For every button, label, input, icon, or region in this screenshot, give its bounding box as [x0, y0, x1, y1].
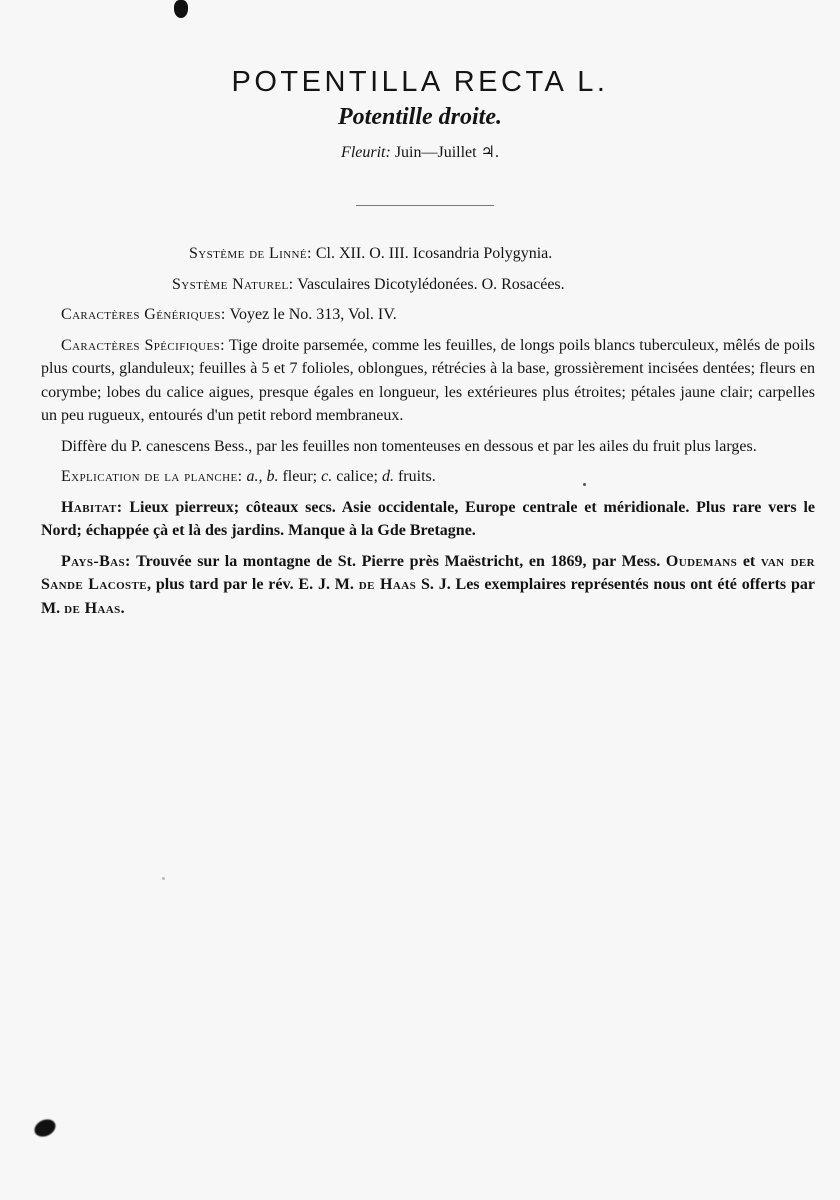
section-specifiques [41, 334, 815, 428]
person-name: Oudemans [665, 552, 738, 570]
section-differe [41, 435, 815, 459]
section-text: Tige droite parsemée, comme les feuilles, de longs poils blancs tuberculeux, mêlés de poils plus courts, glanduleux; feuilles à 5 et 7 folioles, oblongues, rétrécies à la base, grossièrement incisées dentées; fleurs en corymbe; lobes du calice aigues, presque égales en longueur, les extérieures plus étroites; pétales jaune clair; carpelles un peu rugueux, entourés d'un petit rebord membraneux. [41, 336, 815, 424]
section-label: Caractères Génériques: [61, 306, 226, 323]
plate-key-b-text: fleur; [282, 468, 318, 485]
plate-key-d-text: fruits. [397, 468, 436, 485]
section-paysbas [41, 550, 815, 621]
section-naturel [41, 273, 815, 297]
section-label: Système de Linné: [189, 245, 312, 262]
section-label: Caractères Spécifiques: [61, 336, 225, 354]
section-label: Explication de la planche: [61, 468, 243, 485]
perennial-symbol: ♃. [480, 144, 499, 161]
section-text: Cl. XII. O. III. Icosandria Polygynia. [315, 245, 553, 262]
section-label: Habitat: [61, 498, 123, 516]
person-name: de Haas [358, 576, 417, 593]
section-generiques [41, 303, 815, 327]
ink-speck [32, 1116, 59, 1140]
plate-key-d: d. [381, 468, 394, 485]
section-text: Voyez le No. 313, Vol. IV. [229, 306, 397, 323]
section-text: Vasculaires Dicotylédonées. O. Rosacées. [297, 275, 565, 293]
plate-key-c-text: calice; [336, 468, 378, 485]
ink-speck [162, 877, 165, 880]
flowering-period [0, 142, 840, 162]
ink-speck [174, 0, 188, 18]
section-linne [41, 242, 815, 266]
section-text: et [742, 552, 756, 570]
flowering-label: Fleurit: [341, 144, 391, 161]
section-explication [41, 465, 815, 489]
description-body [41, 242, 815, 627]
flowering-value: Juin—Juillet [394, 144, 477, 161]
section-text: S. J. Les exemplaires représentés nous ont été offerts par M. [41, 576, 815, 617]
section-text: Trouvée sur la montagne de St. Pierre près Maëstricht, en 1869, par Mess. [136, 552, 661, 570]
section-text: Lieux pierreux; côteaux secs. Asie occidentale, Europe centrale et méridionale. Plus rare vers le Nord; échappée çà et là des jardins. Manque à la Gde Bretagne. [41, 498, 816, 539]
section-label: Pays-Bas: [61, 552, 131, 570]
section-habitat [41, 496, 815, 543]
plate-key-a: a., [246, 468, 263, 485]
plate-key-b: b. [266, 468, 279, 485]
page-subtitle: Potentille droite. [338, 104, 502, 130]
divider-rule [356, 205, 494, 206]
person-name: van der Sande Lacoste [41, 552, 815, 593]
plate-key-c: c. [321, 468, 333, 485]
section-label: Système Naturel: [172, 275, 294, 293]
section-text: . [120, 599, 125, 617]
page-title: POTENTILLA RECTA L. [231, 66, 609, 98]
person-name: de Haas [64, 599, 121, 617]
section-text: , plus tard par le rév. E. J. M. [147, 576, 354, 593]
section-text: Diffère du P. canescens Bess., par les feuilles non tomenteuses en dessous et par les ailes du fruit plus larges. [61, 437, 757, 455]
